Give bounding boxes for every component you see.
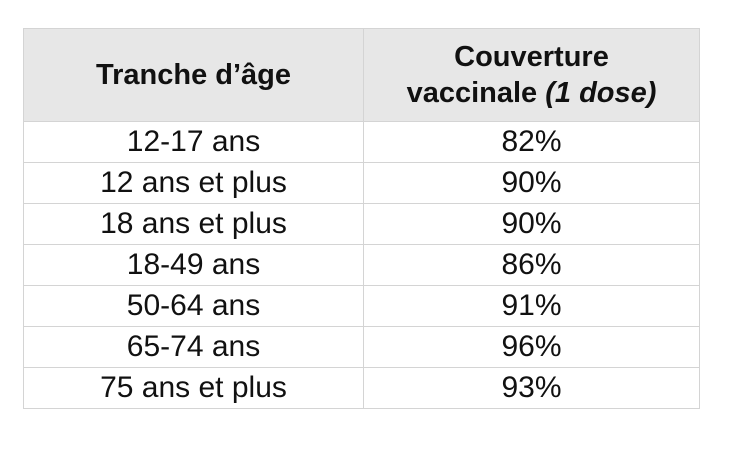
coverage-cell: 90% [364, 163, 700, 204]
age-cell: 18 ans et plus [24, 204, 364, 245]
table-container [23, 28, 700, 409]
coverage-cell: 86% [364, 245, 700, 286]
coverage-cell: 93% [364, 368, 700, 409]
header-coverage-text: vaccinale [406, 77, 546, 109]
age-cell: 18-49 ans [24, 245, 364, 286]
table-row [24, 286, 700, 327]
coverage-cell: 96% [364, 327, 700, 368]
table-row [24, 163, 700, 204]
table-row [24, 122, 700, 163]
table-row [24, 245, 700, 286]
table-header-row [24, 29, 700, 122]
vaccination-coverage-table [23, 28, 700, 409]
age-cell: 65-74 ans [24, 327, 364, 368]
table-row [24, 368, 700, 409]
table-row [24, 327, 700, 368]
header-coverage-line1: Couverture [454, 41, 609, 73]
header-coverage [364, 29, 700, 122]
header-coverage-dose: (1 dose) [545, 77, 657, 109]
coverage-cell: 91% [364, 286, 700, 327]
age-cell: 12 ans et plus [24, 163, 364, 204]
table-row [24, 204, 700, 245]
coverage-cell: 90% [364, 204, 700, 245]
coverage-cell: 82% [364, 122, 700, 163]
age-cell: 50-64 ans [24, 286, 364, 327]
header-age-group: Tranche d’âge [24, 29, 364, 122]
age-cell: 75 ans et plus [24, 368, 364, 409]
header-coverage-line2 [364, 75, 699, 111]
age-cell: 12-17 ans [24, 122, 364, 163]
